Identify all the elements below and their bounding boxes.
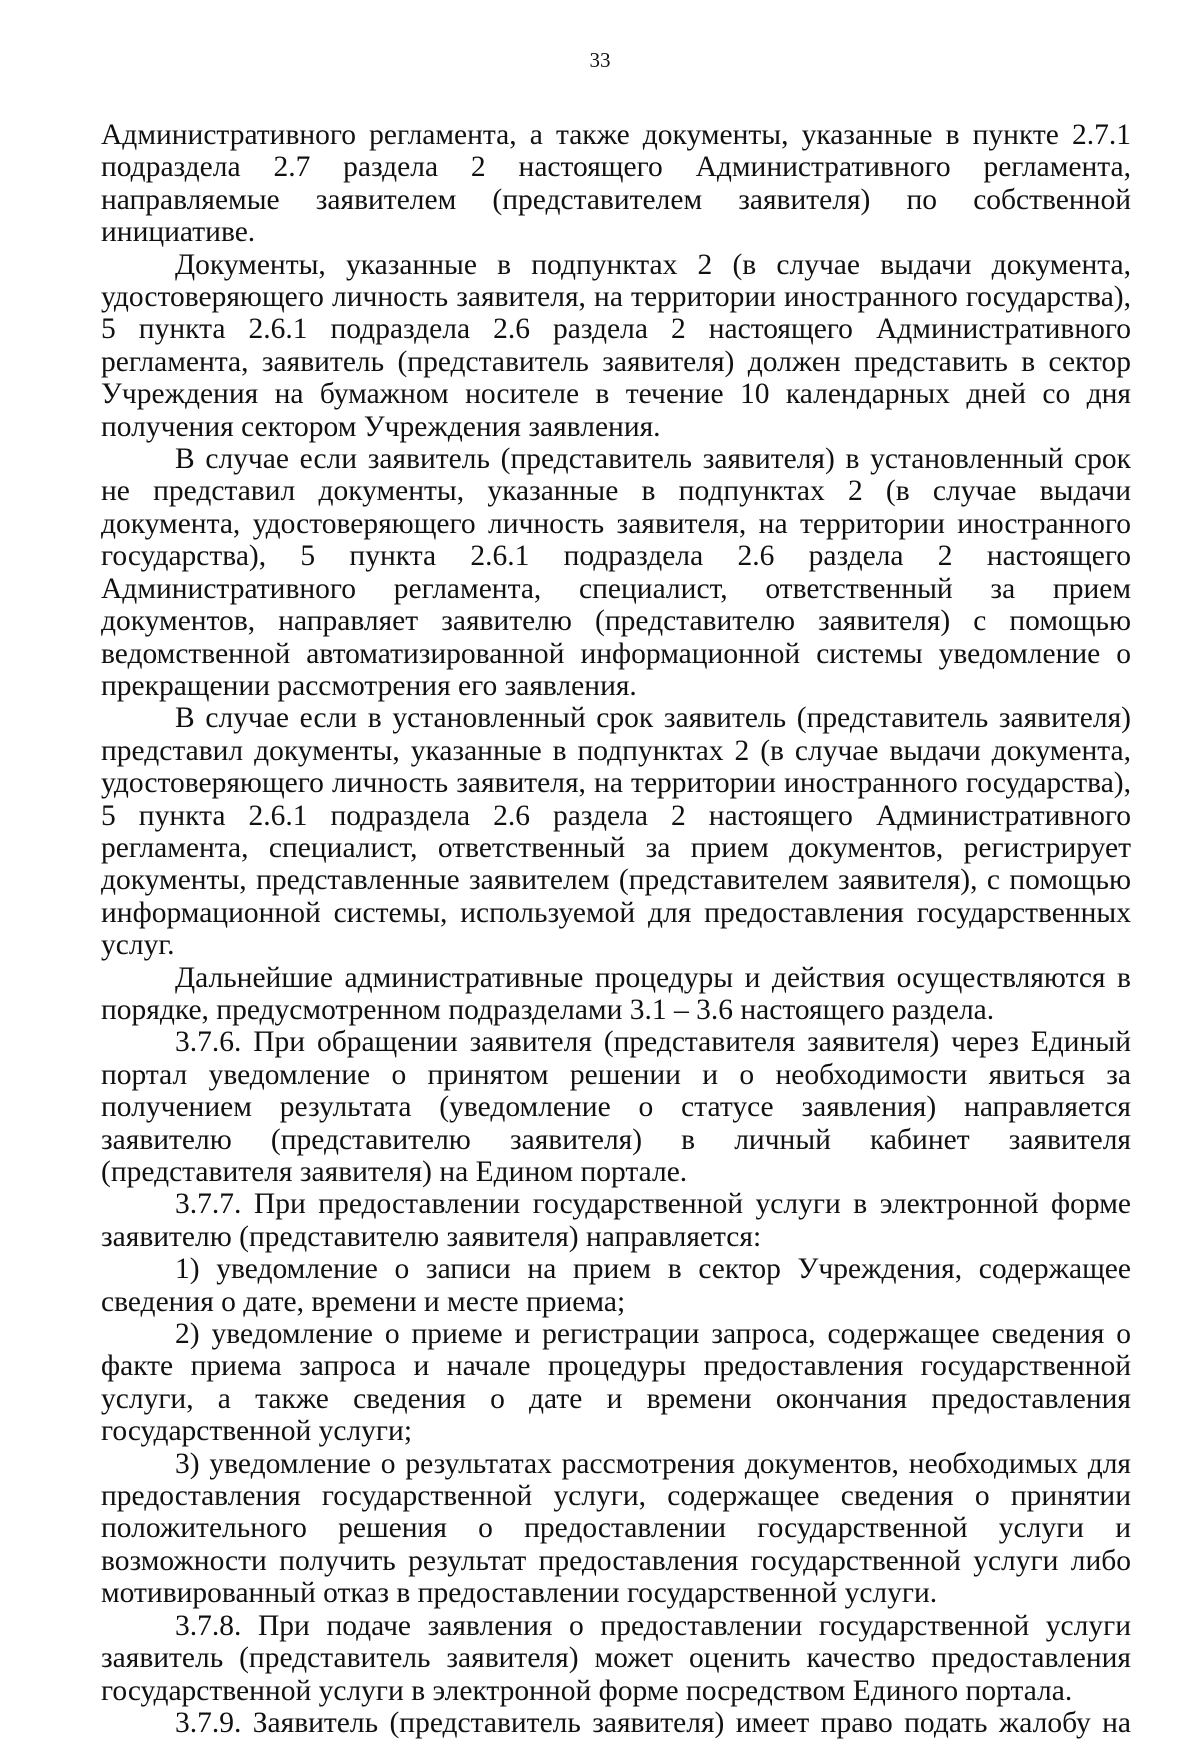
paragraph-documents-paper: Документы, указанные в подпунктах 2 (в случае выдачи документа, удостоверяющего личность заявителя, на территории иностранного государства), 5 пункта 2.6.1 подраздела 2.6 раздела 2 настоящего Административного регламента, заявитель (представитель заявителя) должен представить в сектор Учреждения на бумажном носителе в течение 10 календарных дней со дня получения сектором Учреждения заявления. bbox=[101, 248, 1131, 443]
paragraph-continuation: Административного регламента, а также документы, указанные в пункте 2.7.1 подраздела 2.7 раздела 2 настоящего Административного регламента, направляемые заявителем (представителем заявителя) по собственной инициативе. bbox=[101, 119, 1131, 249]
list-item-3: 3) уведомление о результатах рассмотрения документов, необходимых для предоставления государственной услуги, содержащее сведения о принятии положительного решения о предоставлении государственной услуги и возможности получить результат предоставления государственной услуги либо мотивированный отказ в предоставлении государственной услуги. bbox=[101, 1447, 1131, 1610]
list-item-1: 1) уведомление о записи на прием в сектор Учреждения, содержащее сведения о дате, времени и месте приема; bbox=[101, 1253, 1131, 1318]
list-item-2: 2) уведомление о приеме и регистрации запроса, содержащее сведения о факте приема запроса и начале процедуры предоставления государственной услуги, а также сведения о дате и времени окончания предоставления государственной услуги; bbox=[101, 1318, 1131, 1448]
paragraph-3-7-6: 3.7.6. При обращении заявителя (представителя заявителя) через Единый портал уведомление о принятом решении и о необходимости явиться за получением результата (уведомление о статусе заявления) направляется заявителю (представителю заявителя) в личный кабинет заявителя (представителя заявителя) на Едином портале. bbox=[101, 1026, 1131, 1188]
paragraph-3-7-9: 3.7.9. Заявитель (представитель заявителя) имеет право подать жалобу на bbox=[175, 1706, 1131, 1739]
document-body bbox=[101, 119, 1131, 1739]
paragraph-further-procedures: Дальнейшие административные процедуры и действия осуществляются в порядке, предусмотренном подразделами 3.1 – 3.6 настоящего раздела. bbox=[101, 961, 1131, 1026]
paragraph-3-7-7: 3.7.7. При предоставлении государственной услуги в электронной форме заявителю (представителю заявителя) направляется: bbox=[101, 1188, 1131, 1253]
page-number: 33 bbox=[589, 48, 611, 72]
paragraph-submitted: В случае если в установленный срок заявитель (представитель заявителя) представил документы, указанные в подпунктах 2 (в случае выдачи документа, удостоверяющего личность заявителя, на территории иностранного государства), 5 пункта 2.6.1 подраздела 2.6 раздела 2 настоящего Административного регламента, специалист, ответственный за прием документов, регистрирует документы, представленные заявителем (представителем заявителя), с помощью информационной системы, используемой для предоставления государственных услуг. bbox=[101, 702, 1131, 962]
paragraph-3-7-8: 3.7.8. При подаче заявления о предоставлении государственной услуги заявитель (представитель заявителя) может оценить качество предоставления государственной услуги в электронной форме посредством Единого портала. bbox=[101, 1609, 1131, 1707]
paragraph-not-submitted: В случае если заявитель (представитель заявителя) в установленный срок не представил документы, указанные в подпунктах 2 (в случае выдачи документа, удостоверяющего личность заявителя, на территории иностранного государства), 5 пункта 2.6.1 подраздела 2.6 раздела 2 настоящего Административного регламента, специалист, ответственный за прием документов, направляет заявителю (представителю заявителя) с помощью ведомственной автоматизированной информационной системы уведомление о прекращении рассмотрения его заявления. bbox=[101, 443, 1131, 702]
